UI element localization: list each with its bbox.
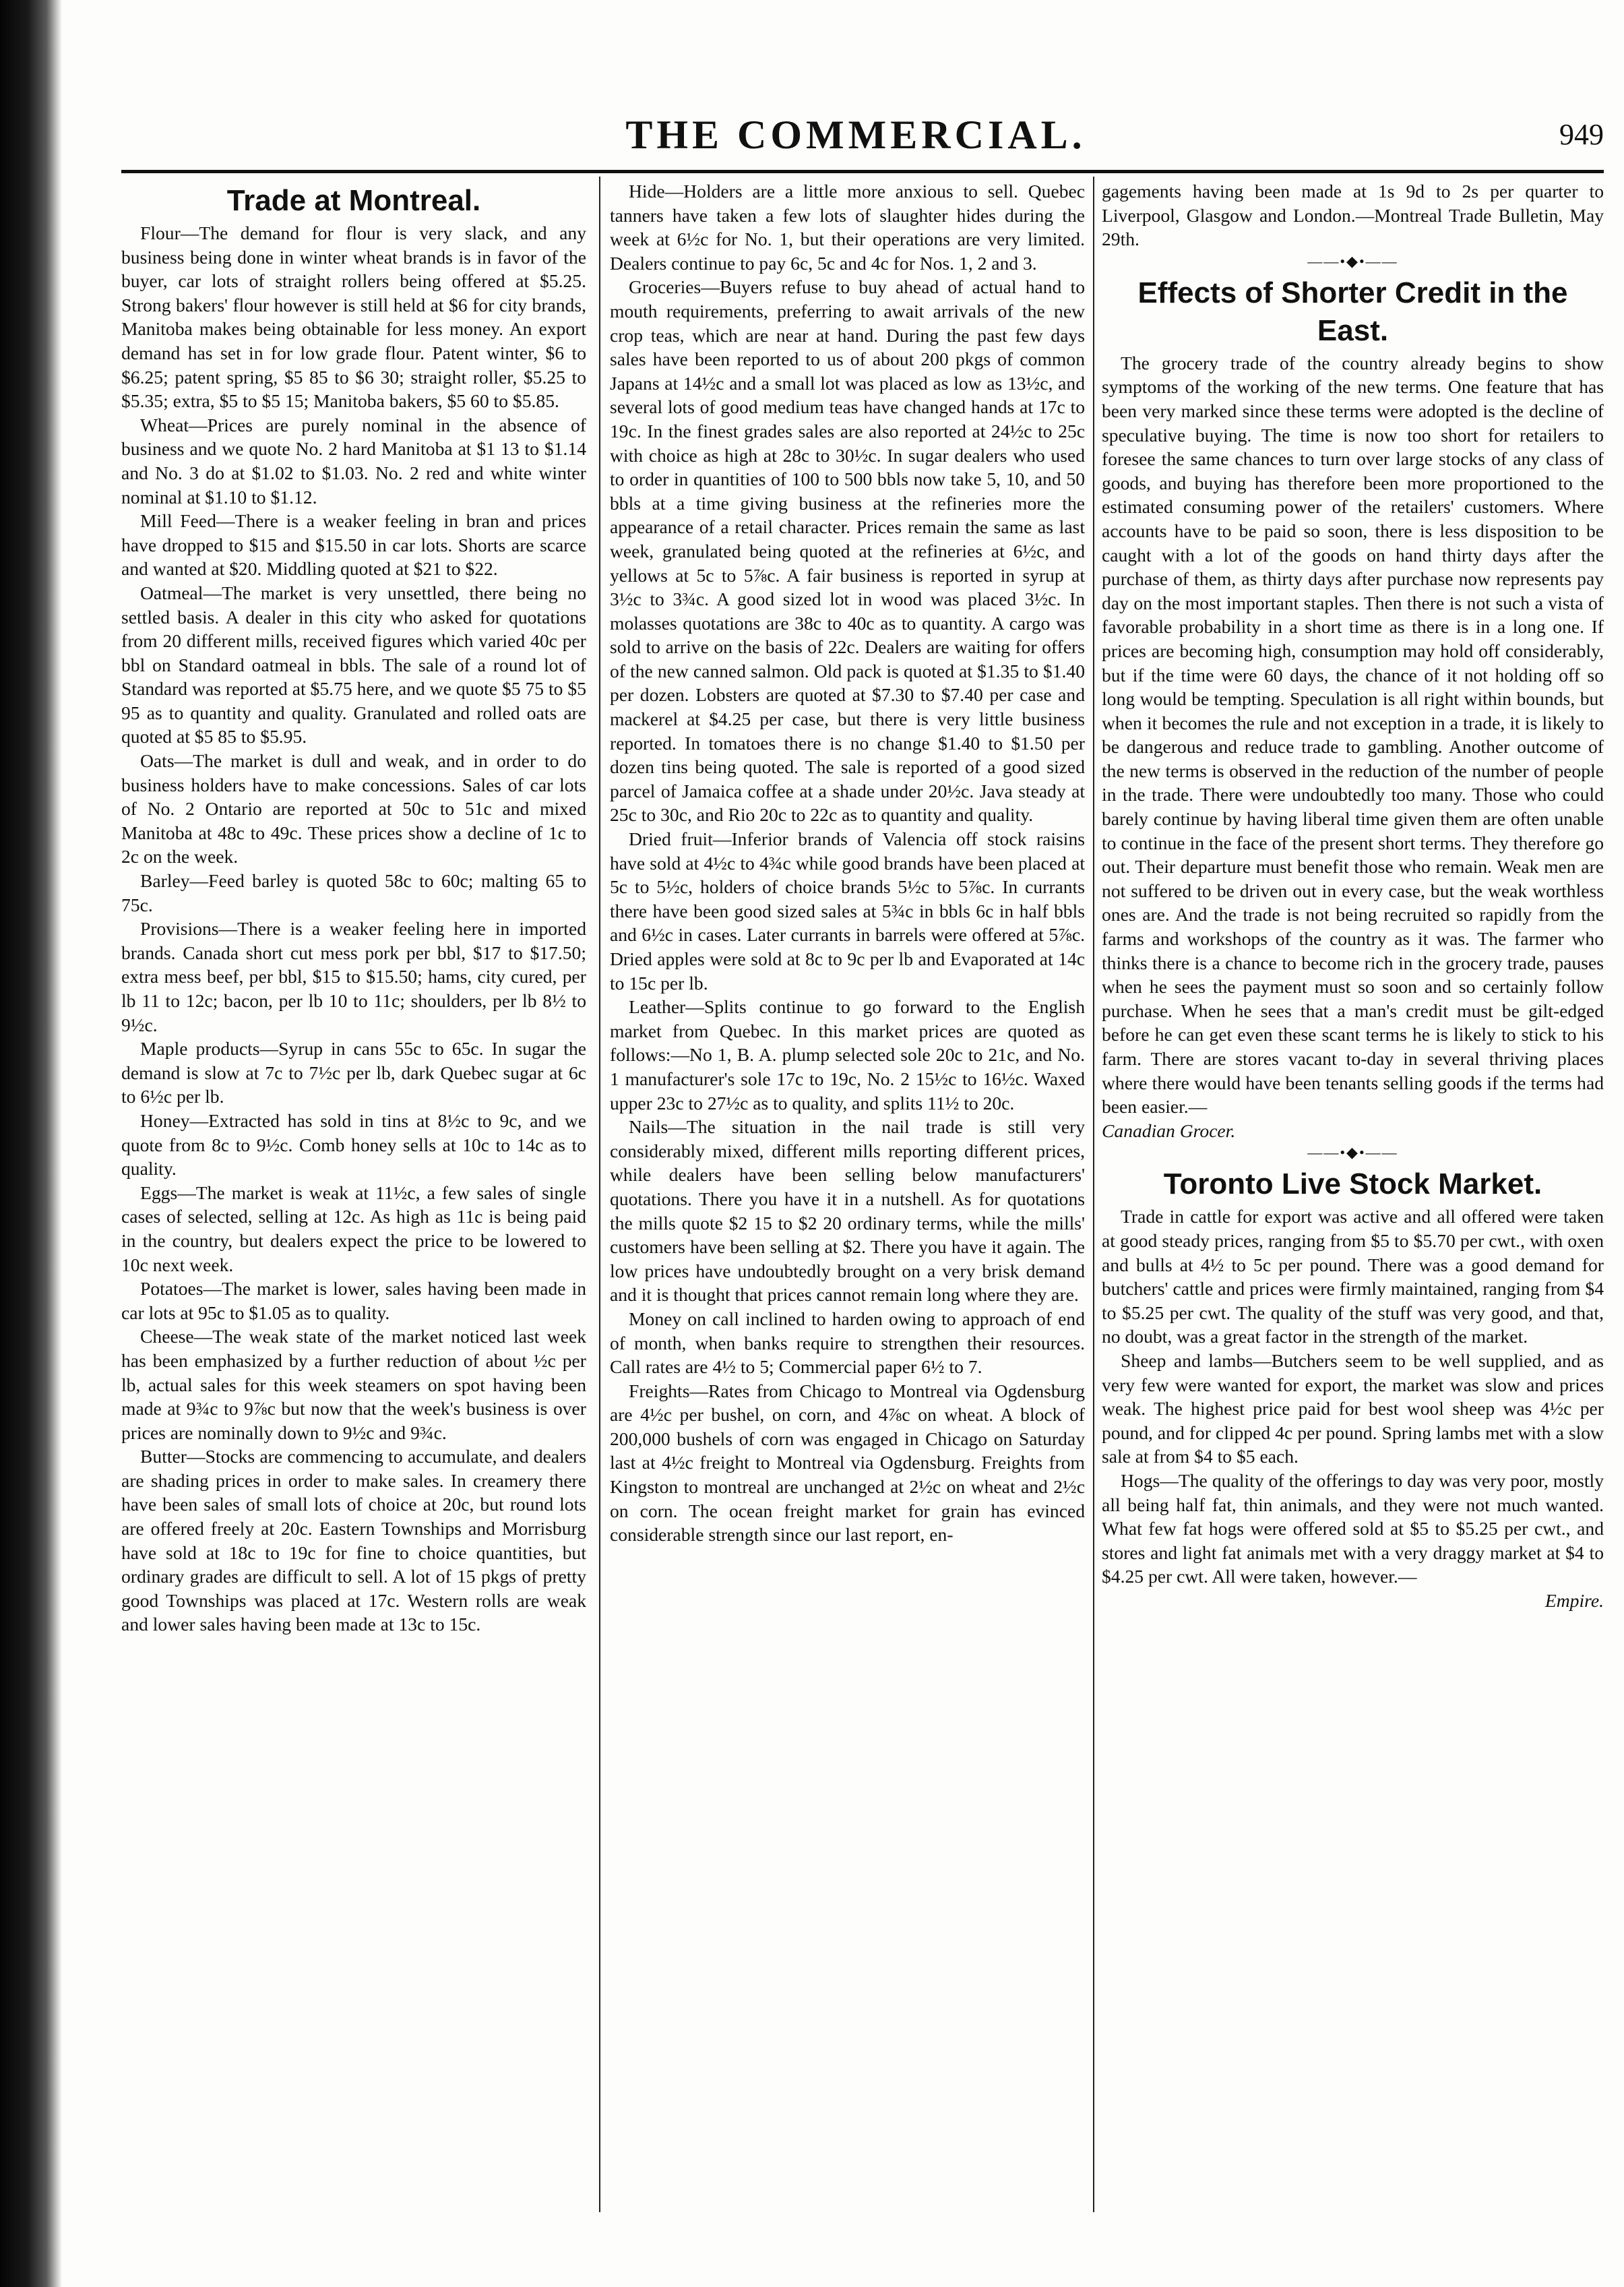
- paragraph-butter: Butter—Stocks are commencing to accumulate, and dealers are shading prices in order to make sales. In creamery there have been sales of small lots of choice at 20c, but round lots are offered freely at 20c. Eastern Townships and Morrisburg have sold at 18c to 19c for fine to choice quantities, but ordinary grades are difficult to sell. A lot of 15 pkgs of pretty good Townships was placed at 17c. Western rolls are weak and lower sales having been made at 13c to 15c.: [121, 1446, 586, 1635]
- paragraph-cattle: Trade in cattle for export was active and all offered were taken at good steady prices, ranging from $5 to $5.70 per cwt., with oxen and bulls at 4½ to 5c per pound. There was a good demand for butchers' cattle and prices were firmly maintained, ranging from $4 to $5.25 per cwt. The quality of the stuff was very good, and that, no doubt, was a great factor in the strength of the market.: [1102, 1206, 1604, 1347]
- paragraph-shorter-credit: The grocery trade of the country already begins to show symptoms of the working of the new terms. One feature that has been very marked since these terms were adopted is the decline of speculative buying. The time is now too short for retailers to foresee the same chances to turn over large stocks of any class of goods, and buying has therefore been more proportioned to the estimated consuming power of the retailers' customers. Where accounts have to be paid so soon, there is less disposition to be caught with a lot of the goods on hand thirty days after the purchase of them, as thirty days after purchase now represents pay day on the most important staples. Then there is not such a vista of favorable probability in a short time as there is in a long one. If prices are becoming high, consumption may hold off considerably, but if the time were 60 days, the chance of it not holding off so long would be tempting. Speculation is all right within bounds, but when it becomes the rule and not exception in a trade, it is likely to be dangerous and reduce trade to gambling. Another outcome of the new terms is observed in the reduction of the number of people in the trade. There were undoubtedly too many. Those who could barely continue by having liberal time given them are often unable to continue in the face of the present short terms. They therefore go out. Their departure must benefit those who remain. Weak men are not suffered to be driven out in every case, but the weak worthless ones are. And the trade is not being recruited so rapidly from the farms and workshops of the country as it was. The farmer who thinks there is a chance to become rich in the grocery trade, pauses when he sees the payment must so soon and so certainly follow purchase. When he sees that a man's credit must be gilt-edged before he can get even these scant terms he is likely to stick to his farm. There are stores vacant to-day in several thriving places where there would have been tenants selling goods if the terms had been easier.—: [1102, 352, 1604, 1118]
- article-title-shorter-credit: Effects of Shorter Credit in the East.: [1137, 276, 1568, 347]
- paragraph-sheep-lambs: Sheep and lambs—Butchers seem to be well supplied, and as very few were wanted for export, the market was slow and prices weak. The highest price paid for best wool sheep was 4½c per pound, and for clipped 4c per pound. Spring lambs met with a slow sale at from $4 to $5 each.: [1102, 1349, 1604, 1467]
- section-ornament: ——•◆•——: [1307, 252, 1398, 270]
- paragraph-provisions: Provisions—There is a weaker feeling here in imported brands. Canada short cut mess pork per bbl, $17 to $17.50; extra mess beef, per bbl, $15 to $15.50; hams, city cured, per lb 11 to 12c; bacon, per lb 10 to 11c; shoulders, per lb 8½ to 9½c.: [121, 918, 586, 1035]
- paragraph-hide: Hide—Holders are a little more anxious to sell. Quebec tanners have taken a few lots of slaughter hides during the week at 6½c for No. 1, but their operations are very limited. Dealers continue to pay 6c, 5c and 4c for Nos. 1, 2 and 3.: [610, 181, 1085, 274]
- paragraph-freights-continued: gagements having been made at 1s 9d to 2s per quarter to Liverpool, Glasgow and London.—Montreal Trade Bulletin, May 29th.: [1102, 181, 1604, 250]
- article-title-toronto-live-stock: Toronto Live Stock Market.: [1163, 1167, 1542, 1201]
- paragraph-potatoes: Potatoes—The market is lower, sales having been made in car lots at 95c to $1.05 as to quality.: [121, 1278, 586, 1323]
- article-title-trade-montreal: Trade at Montreal.: [226, 184, 481, 217]
- column-divider: [1093, 177, 1094, 2212]
- paragraph-wheat: Wheat—Prices are purely nominal in the absence of business and we quote No. 2 hard Manitoba at $1 13 to $1.14 and No. 3 do at $1.02 to $1.03. No. 2 red and white winter nominal at $1.10 to $1.12.: [121, 414, 586, 508]
- source-credit-empire: Empire.: [1544, 1589, 1604, 1611]
- source-credit-canadian-grocer: Canadian Grocer.: [1102, 1120, 1236, 1141]
- column-divider: [599, 177, 600, 2212]
- paragraph-mill-feed: Mill Feed—There is a weaker feeling in bran and prices have dropped to $15 and $15.50 in car lots. Shorts are scarce and wanted at $20. Middling quoted at $21 to $22.: [121, 510, 586, 580]
- paragraph-hogs: Hogs—The quality of the offerings to day was very poor, mostly all being half fat, thin animals, and they were not much wanted. What few fat hogs were offered sold at $5 to $5.25 per cwt., and stores and light fat animals met with a very draggy market at $4 to $4.25 per cwt. All were taken, however.—: [1102, 1469, 1604, 1587]
- column-1: [121, 179, 586, 2201]
- paragraph-flour: Flour—The demand for flour is very slack, and any business being done in winter wheat brands is in favor of the buyer, car lots of straight rollers being offered at $5.25. Strong bakers' flour however is still held at $6 for city brands, Manitoba makes being obtainable for less money. An export demand has set in for low grade flour. Patent winter, $6 to $6.25; patent spring, $5 85 to $6 30; straight roller, $5.25 to $5.35; extra, $5 to $5 15; Manitoba bakers, $5 60 to $5.85.: [121, 222, 586, 412]
- paragraph-oats: Oats—The market is dull and weak, and in order to do business holders have to make concessions. Sales of car lots of No. 2 Ontario are reported at 50c to 51c and mixed Manitoba at 48c to 49c. These prices show a decline of 1c to 2c on the week.: [121, 750, 586, 867]
- page-number: 949: [1559, 118, 1604, 151]
- column-2: [610, 179, 1085, 2208]
- paragraph-cheese: Cheese—The weak state of the market noticed last week has been emphasized by a further reduction of about ½c per lb, actual sales for this week steamers on spot having been made at 9¾c to 9⅞c but now that the week's business is over prices are nominally down to 9½c and 9¾c.: [121, 1326, 586, 1443]
- paragraph-barley: Barley—Feed barley is quoted 58c to 60c; malting 65 to 75c.: [121, 870, 586, 915]
- section-ornament: ——•◆•——: [1307, 1144, 1398, 1161]
- paragraph-honey: Honey—Extracted has sold in tins at 8½c to 9c, and we quote from 8c to 9½c. Comb honey sells at 10c to 14c as to quality.: [121, 1109, 586, 1180]
- column-3: [1102, 179, 1604, 2208]
- paragraph-eggs: Eggs—The market is weak at 11½c, a few sales of single cases of selected, selling at 12c. As high as 11c is being paid in the country, but dealers expect the price to be lowered to 10c next week.: [121, 1182, 586, 1275]
- paragraph-freights: Freights—Rates from Chicago to Montreal via Ogdensburg are 4½c per bushel, on corn, and 4⅞c on wheat. A block of 200,000 bushels of corn was engaged in Chicago on Saturday last at 4½c freight to Montreal via Ogdensburg. Freights from Kingston to montreal are unchanged at 2½c on wheat and 2½c on corn. The ocean freight market for grain has evinced considerable strength since our last report, en-: [610, 1380, 1085, 1546]
- paragraph-maple: Maple products—Syrup in cans 55c to 65c. In sugar the demand is slow at 7c to 7½c per lb, dark Quebec sugar at 6c to 6½c per lb.: [121, 1038, 586, 1107]
- paragraph-dried-fruit: Dried fruit—Inferior brands of Valencia off stock raisins have sold at 4½c to 4¾c while good brands have been placed at 5c to 5½c, holders of choice brands 5½c to 5⅞c. In currants there have been good sized sales at 5¾c in bbls 6c in half bbls and 6½c in cases. Later currants in barrels were offered at 5⅞c. Dried apples were sold at 8c to 9c per lb and Evaporated at 14c to 15c per lb.: [610, 828, 1085, 994]
- paragraph-nails: Nails—The situation in the nail trade is still very considerably mixed, different mills reporting different prices, while dealers have been selling below manufacturers' quotations. There you have it in a nutshell. As for quotations the mills quote $2 15 to $2 20 ordinary terms, while the mills' customers have been selling at $2. There you have it again. The low prices have undoubtedly brought on a very brisk demand and it is thought that prices cannot remain long where they are.: [610, 1116, 1085, 1306]
- paragraph-leather: Leather—Splits continue to go forward to the English market from Quebec. In this market prices are quoted as follows:—No 1, B. A. plump selected sole 20c to 21c, and No. 1 manufacturer's sole 17c to 19c, No. 2 15½c to 16½c. Waxed upper 23c to 27½c as to quality, and splits 11½ to 20c.: [610, 996, 1085, 1114]
- header-rule: [121, 170, 1604, 173]
- page-binding-edge: [0, 0, 62, 2287]
- masthead: THE COMMERCIAL.: [625, 113, 1086, 157]
- page-header: [108, 112, 1604, 166]
- paragraph-oatmeal: Oatmeal—The market is very unsettled, there being no settled basis. A dealer in this city who asked for quotations from 20 different mills, received figures which varied 40c per bbl on Standard oatmeal in bbls. The sale of a round lot of Standard was reported at $5.75 here, and we quote $5 75 to $5 95 as to quantity and quality. Granulated and rolled oats are quoted at $5 85 to $5.95.: [121, 582, 586, 748]
- paragraph-groceries: Groceries—Buyers refuse to buy ahead of actual hand to mouth requirements, preferring to await arrivals of the new crop teas, which are near at hand. During the past few days sales have been reported to us of about 200 pkgs of common Japans at 14½c and a small lot was placed as low as 13½c, and several lots of good medium teas have changed hands at 17c to 19c. In the finest grades sales are also reported at 24½c to 25c with choice as high at 28c to 30½c. In sugar dealers who used to order in quantities of 100 to 500 bbls now take 5, 10, and 50 bbls at a time giving business at the refineries more the appearance of a retail character. Prices remain the same as last week, granulated being quoted at the refineries at 6½c, and yellows at 5c to 5⅞c. A fair business is reported in syrup at 3½c to 3¾c. A good sized lot in wood was placed 3½c. In molasses quotations are 38c to 40c as to quantity. A cargo was sold to arrive on the basis of 22c. Dealers are waiting for offers of the new canned salmon. Old pack is quoted at $1.35 to $1.40 per dozen. Lobsters are quoted at $7.30 to $7.40 per case and mackerel at $4.25 per case, but there is very little business reported. In tomatoes there is no change $1.40 to $1.50 per dozen tins being quoted. The sale is reported of a good sized parcel of Jamaica coffee at a shade under 20½c. Java steady at 25c to 30c, and Rio 20c to 22c as to quantity and quality.: [610, 276, 1085, 826]
- paragraph-money: Money on call inclined to harden owing to approach of end of month, when banks require to strengthen their resources. Call rates are 4½ to 5; Commercial paper 6½ to 7.: [610, 1308, 1085, 1378]
